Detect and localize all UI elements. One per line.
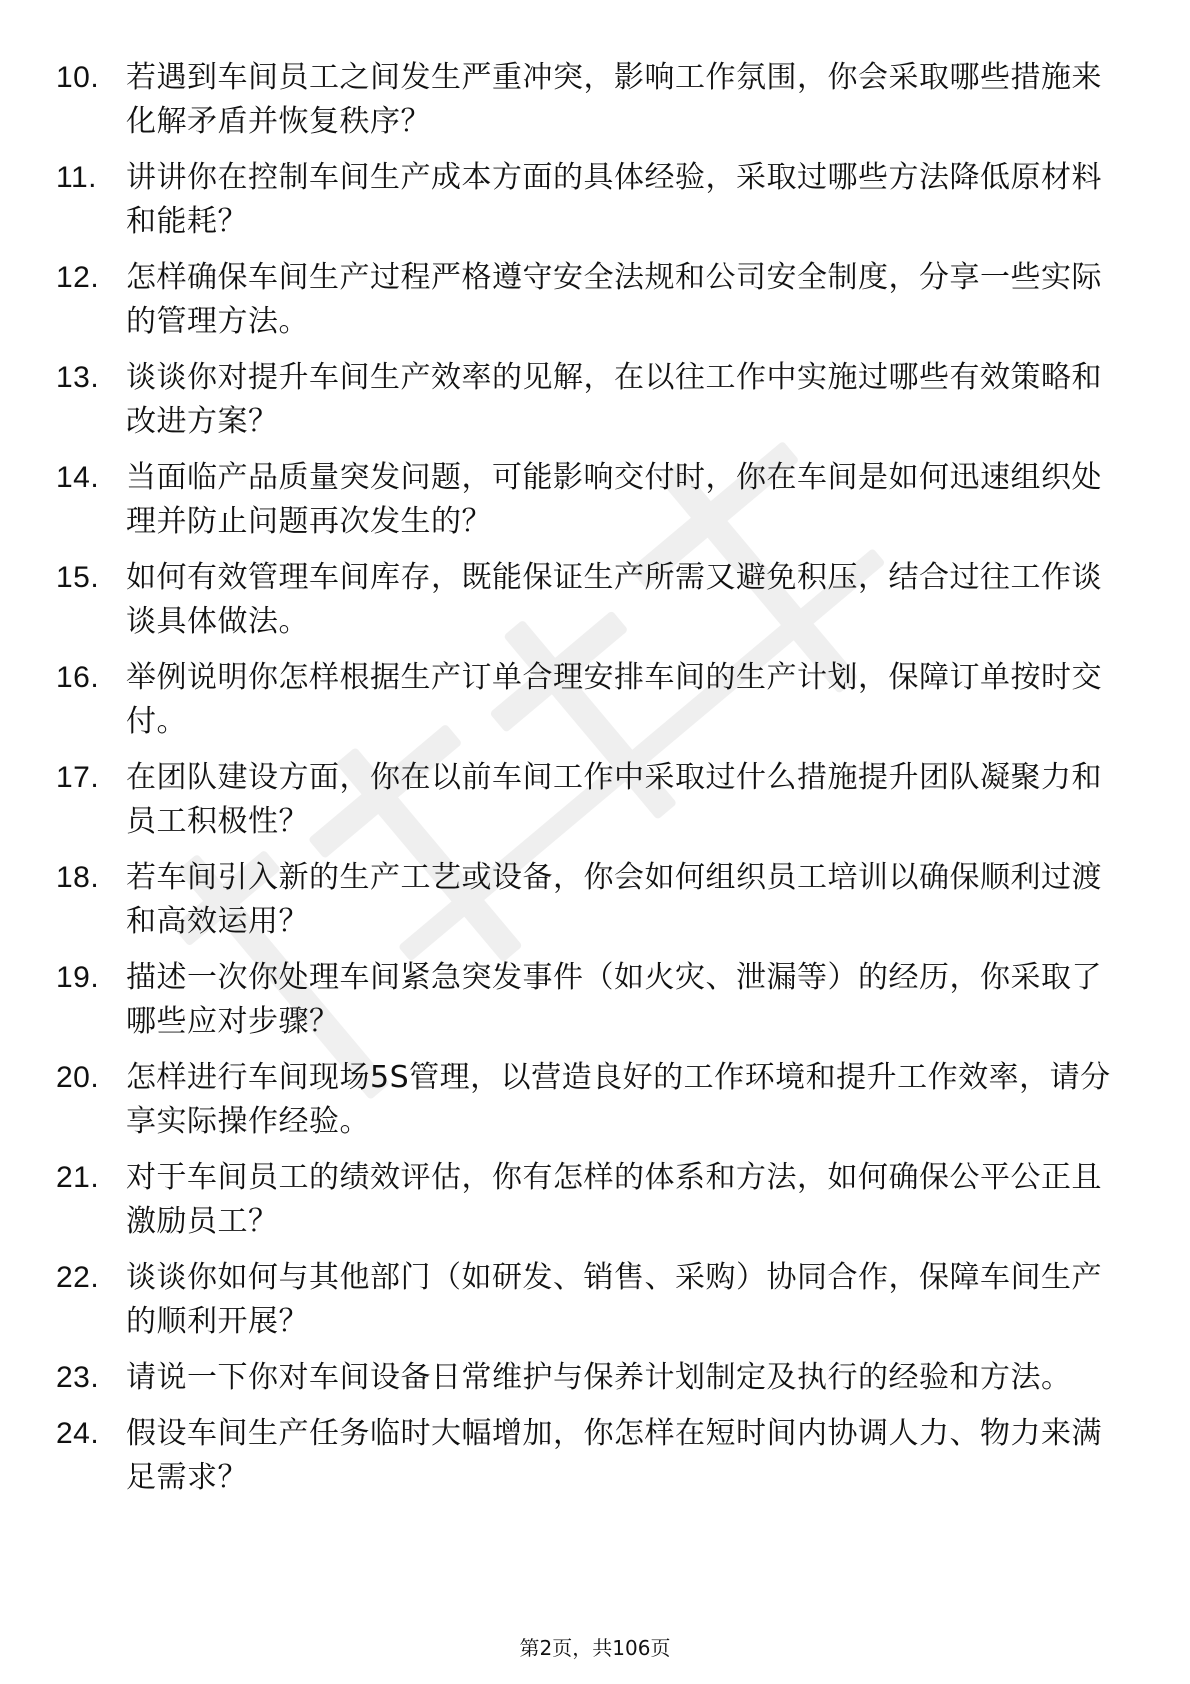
- question-number: 16.: [56, 661, 100, 694]
- question-text: 讲讲你在控制车间生产成本方面的具体经验，采取过哪些方法降低原材料和能耗？: [126, 160, 1102, 239]
- question-number: 15.: [56, 561, 100, 594]
- question-number: 13.: [56, 361, 100, 394]
- question-number: 22.: [56, 1261, 100, 1294]
- list-item: [56, 556, 1116, 644]
- question-text: 假设车间生产任务临时大幅增加，你怎样在短时间内协调人力、物力来满足需求？: [126, 1416, 1102, 1495]
- question-number: 23.: [56, 1361, 100, 1394]
- list-item: [56, 1056, 1116, 1144]
- question-number: 18.: [56, 861, 100, 894]
- list-item: [56, 1156, 1116, 1244]
- question-number: 10.: [56, 61, 100, 94]
- question-text: 对于车间员工的绩效评估，你有怎样的体系和方法，如何确保公平公正且激励员工？: [126, 1160, 1102, 1239]
- list-item: [56, 256, 1116, 344]
- question-text: 描述一次你处理车间紧急突发事件（如火灾、泄漏等）的经历，你采取了哪些应对步骤？: [126, 960, 1102, 1039]
- question-text: 谈谈你对提升车间生产效率的见解，在以往工作中实施过哪些有效策略和改进方案？: [126, 360, 1102, 439]
- question-text: 如何有效管理车间库存，既能保证生产所需又避免积压，结合过往工作谈谈具体做法。: [126, 560, 1102, 639]
- question-number: 19.: [56, 961, 100, 994]
- list-item: [56, 656, 1116, 744]
- list-item: [56, 456, 1116, 544]
- list-item: [56, 356, 1116, 444]
- question-text: 请说一下你对车间设备日常维护与保养计划制定及执行的经验和方法。: [126, 1360, 1072, 1395]
- list-item: [56, 1256, 1116, 1344]
- list-item: [56, 856, 1116, 944]
- question-number: 24.: [56, 1417, 100, 1450]
- list-item: [56, 156, 1116, 244]
- question-text: 怎样确保车间生产过程严格遵守安全法规和公司安全制度，分享一些实际的管理方法。: [126, 260, 1102, 339]
- question-number: 21.: [56, 1161, 100, 1194]
- question-text: 谈谈你如何与其他部门（如研发、销售、采购）协同合作，保障车间生产的顺利开展？: [126, 1260, 1102, 1339]
- list-item: [56, 956, 1116, 1044]
- list-item: [56, 756, 1116, 844]
- question-text: 怎样进行车间现场5S管理，以营造良好的工作环境和提升工作效率，请分享实际操作经验。: [126, 1060, 1111, 1139]
- question-text: 若遇到车间员工之间发生严重冲突，影响工作氛围，你会采取哪些措施来化解矛盾并恢复秩序？: [126, 60, 1102, 139]
- question-text: 举例说明你怎样根据生产订单合理安排车间的生产计划，保障订单按时交付。: [126, 660, 1102, 739]
- question-text: 若车间引入新的生产工艺或设备，你会如何组织员工培训以确保顺利过渡和高效运用？: [126, 860, 1102, 939]
- question-list: [56, 56, 1116, 1512]
- list-item: [56, 1356, 1116, 1400]
- question-text: 当面临产品质量突发问题，可能影响交付时，你在车间是如何迅速组织处理并防止问题再次发生的？: [126, 460, 1102, 539]
- list-item: [56, 56, 1116, 144]
- page-number-footer: 第2页，共106页: [519, 1636, 671, 1660]
- question-number: 12.: [56, 261, 100, 294]
- question-text: 在团队建设方面，你在以前车间工作中采取过什么措施提升团队凝聚力和员工积极性？: [126, 760, 1102, 839]
- question-number: 14.: [56, 461, 100, 494]
- question-number: 20.: [56, 1061, 100, 1094]
- question-number: 17.: [56, 761, 100, 794]
- question-number: 11.: [56, 161, 97, 194]
- list-item: [56, 1412, 1116, 1500]
